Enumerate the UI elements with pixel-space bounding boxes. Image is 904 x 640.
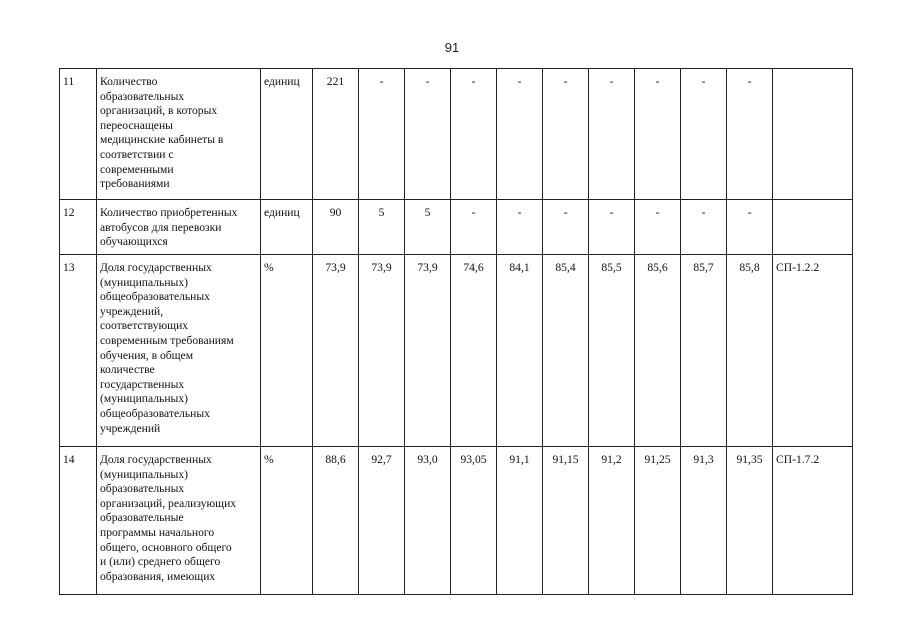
value-cell: 5 xyxy=(359,200,405,255)
description-line: образования, имеющих xyxy=(100,569,216,583)
description-line: образовательных xyxy=(100,482,185,496)
value-cell: 74,6 xyxy=(451,255,497,447)
value-cell: 73,9 xyxy=(405,255,451,447)
unit-cell: % xyxy=(261,447,313,595)
description-line: организаций, реализующих xyxy=(100,496,237,510)
description-line: и (или) среднего общего xyxy=(100,555,221,569)
value-cell: - xyxy=(359,69,405,200)
description-line: образовательных xyxy=(100,89,185,103)
value-cell: 85,6 xyxy=(635,255,681,447)
table-body xyxy=(60,69,853,595)
description-line: образовательные xyxy=(100,511,184,525)
value-cell: 93,0 xyxy=(405,447,451,595)
value-cell: 5 xyxy=(405,200,451,255)
value-cell: - xyxy=(727,69,773,200)
value-cell: - xyxy=(497,69,543,200)
value-cell: 85,5 xyxy=(589,255,635,447)
description-cell xyxy=(97,447,261,595)
code-cell xyxy=(773,200,853,255)
value-cell: 84,1 xyxy=(497,255,543,447)
value-cell: - xyxy=(497,200,543,255)
row-number-cell: 14 xyxy=(60,447,97,595)
description-line: (муниципальных) xyxy=(100,392,188,406)
description-line: современными xyxy=(100,162,174,176)
unit-cell: % xyxy=(261,255,313,447)
value-cell: - xyxy=(589,69,635,200)
value-cell: - xyxy=(405,69,451,200)
value-cell: - xyxy=(543,69,589,200)
unit-cell: единиц xyxy=(261,69,313,200)
description-cell xyxy=(97,255,261,447)
row-number-cell: 13 xyxy=(60,255,97,447)
description-line: (муниципальных) xyxy=(100,275,188,289)
code-cell xyxy=(773,69,853,200)
description-line: государственных xyxy=(100,377,185,391)
description-line: Доля государственных xyxy=(100,453,212,466)
value-cell: 91,2 xyxy=(589,447,635,595)
description-line: общеобразовательных xyxy=(100,406,210,420)
description-line: учреждений, xyxy=(100,304,164,318)
value-cell: - xyxy=(543,200,589,255)
indicators-table xyxy=(59,68,853,595)
code-cell: СП-1.2.2 xyxy=(773,255,853,447)
value-cell: 91,3 xyxy=(681,447,727,595)
description-cell xyxy=(97,69,261,200)
description-line: Количество xyxy=(100,75,158,88)
page-number: 91 xyxy=(444,40,460,55)
description-line: Доля государственных xyxy=(100,261,212,274)
value-cell: 85,7 xyxy=(681,255,727,447)
value-cell: 73,9 xyxy=(313,255,359,447)
value-cell: 221 xyxy=(313,69,359,200)
value-cell: - xyxy=(635,200,681,255)
value-cell: 91,35 xyxy=(727,447,773,595)
description-line: программы начального xyxy=(100,525,215,539)
description-line: (муниципальных) xyxy=(100,467,188,481)
code-cell: СП-1.7.2 xyxy=(773,447,853,595)
description-line: переоснащены xyxy=(100,118,173,132)
description-line: учреждений xyxy=(100,421,161,435)
value-cell: - xyxy=(635,69,681,200)
value-cell: - xyxy=(451,69,497,200)
description-line: обучения, в общем xyxy=(100,348,194,362)
table-row xyxy=(60,255,853,447)
description-line: соответствии с xyxy=(100,147,174,161)
row-number-cell: 12 xyxy=(60,200,97,255)
value-cell: - xyxy=(727,200,773,255)
description-line: организаций, в которых xyxy=(100,104,218,118)
value-cell: 93,05 xyxy=(451,447,497,595)
description-line: требованиями xyxy=(100,177,170,191)
value-cell: 88,6 xyxy=(313,447,359,595)
description-line: современным требованиям xyxy=(100,333,234,347)
table-row xyxy=(60,200,853,255)
table-row xyxy=(60,447,853,595)
value-cell: 85,4 xyxy=(543,255,589,447)
description-line: Количество приобретенных xyxy=(100,206,238,219)
description-line: соответствующих xyxy=(100,319,189,333)
description-line: количестве xyxy=(100,363,155,377)
value-cell: 91,25 xyxy=(635,447,681,595)
value-cell: - xyxy=(451,200,497,255)
row-number-cell: 11 xyxy=(60,69,97,200)
value-cell: 90 xyxy=(313,200,359,255)
unit-cell: единиц xyxy=(261,200,313,255)
description-cell xyxy=(97,200,261,255)
description-line: общеобразовательных xyxy=(100,290,210,304)
description-line: автобусов для перевозки xyxy=(100,220,222,234)
value-cell: - xyxy=(681,200,727,255)
table-row xyxy=(60,69,853,200)
description-line: обучающихся xyxy=(100,235,168,249)
description-line: общего, основного общего xyxy=(100,540,232,554)
value-cell: 73,9 xyxy=(359,255,405,447)
description-line: медицинские кабинеты в xyxy=(100,133,224,147)
value-cell: 85,8 xyxy=(727,255,773,447)
value-cell: 91,15 xyxy=(543,447,589,595)
value-cell: 91,1 xyxy=(497,447,543,595)
value-cell: 92,7 xyxy=(359,447,405,595)
value-cell: - xyxy=(589,200,635,255)
value-cell: - xyxy=(681,69,727,200)
